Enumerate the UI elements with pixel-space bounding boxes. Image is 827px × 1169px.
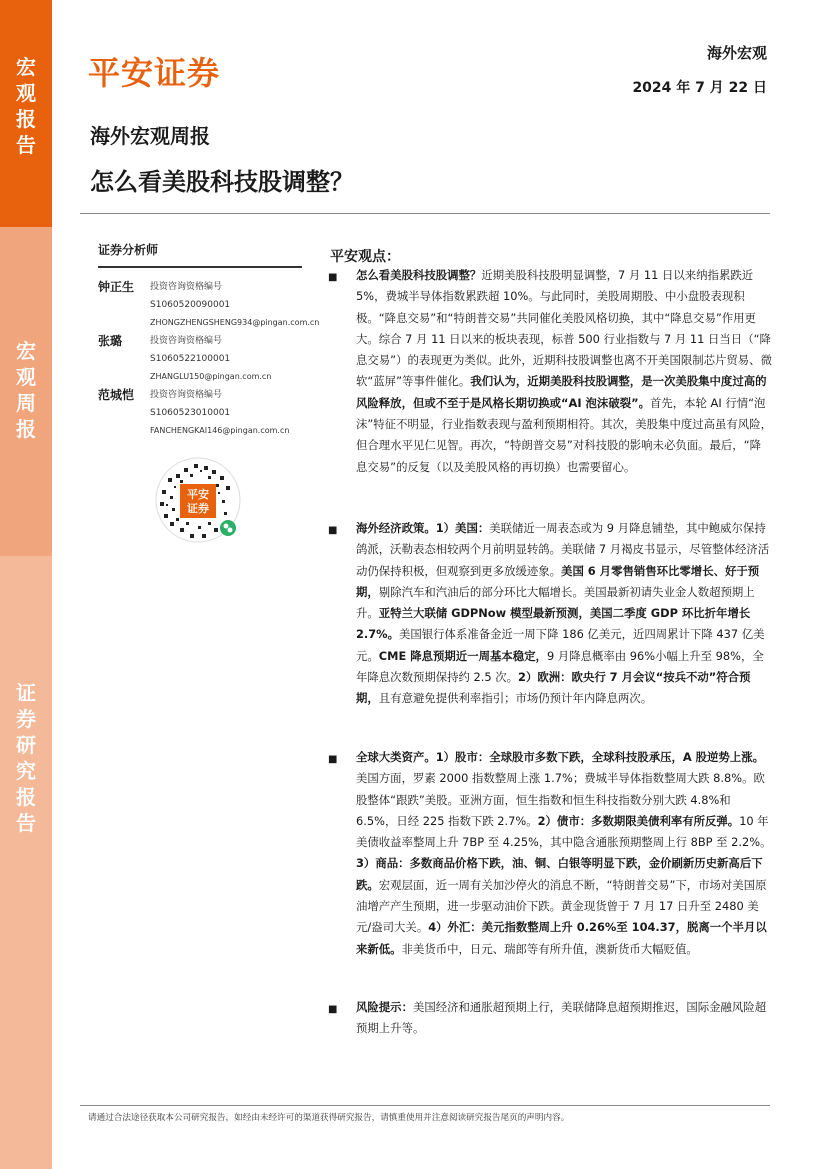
para-text: 非美货币中，日元、瑞郎等有所升值，澳新货币大幅贬值。 xyxy=(401,941,698,956)
logo-text: 平安证券 xyxy=(88,54,221,92)
para-bold: 4）外汇：美元指数整周上升 0.26%至 104.37，脱离一个半月以来新低。 xyxy=(356,920,767,956)
sidebar-label-weekly xyxy=(0,338,52,442)
para-text: 美国经济和通胀超预期上行，美联储降息超预期推迟，国际金融风险超预期上升等。 xyxy=(356,1000,767,1036)
report-subtitle: 海外宏观周报 xyxy=(90,124,210,148)
para-bold: 我们认为，近期美股科技股调整，是一次美股集中度过高的风险释放，但或不至于是风格长期切换或“AI 泡沫破裂”。 xyxy=(356,374,767,410)
para-bold: 怎么看美股科技股调整？ xyxy=(356,268,482,282)
para-text: 美国方面，罗素 2000 指数整周上涨 1.7%；费城半导体指数整周大跌 8.8%。欧股整体“跟跌”美股。亚洲方面，恒生指数和恒生科技指数分别大跌 4.8%和 6.5%，日经 225 指数下跌 2.7%。 xyxy=(356,771,765,828)
analyst-cert-label: 投资咨询资格编号 xyxy=(150,282,223,292)
para-text: 且有意避免提供利率指引；市场仍预计年内降息两次。 xyxy=(378,691,653,706)
sidebar-segment-light xyxy=(0,556,52,1169)
para-text: 宏观层面，近一周有关加沙停火的消息不断，“特朗普交易”下，市场对美国原油增产产生预期，进一步驱动油价下跌。黄金现货曾于 7 月 17 日升至 2480 美元/盎司大关。 xyxy=(356,877,767,935)
qr-label-bottom: 证券 xyxy=(187,502,209,515)
sidebar-char: 报 xyxy=(16,785,36,809)
para-text: 近期美股科技股明显调整，7 月 11 日以来纳指累跌近 5%，费城半导体指数累跌超 10%。与此同时，美股周期股、中小盘股表现积极。“降息交易”和“特朗普交易”共同催化美股风格切换，其中“降息交易”作用更大。综合 7 月 11 日以来的板块表现，标普 500 行业指数与 7 月 11 日当日（“降息交易”）的表现更为类似。此外，近期科技股调整也离不开美国限制芯片贸易、微软“蓝屏”等事件催化。 xyxy=(356,268,772,389)
para-text: 美国银行体系准备金近一周下降 186 亿美元，近四周累计下降 437 亿美元。 xyxy=(356,627,765,663)
analyst-cert-number: S1060520090001 xyxy=(150,300,231,310)
viewpoint-paragraph-economy xyxy=(356,518,772,710)
qr-label-top: 平安 xyxy=(187,488,209,501)
analyst-cert-label: 投资咨询资格编号 xyxy=(150,336,223,346)
analyst-cert-number: S1060522100001 xyxy=(150,354,231,364)
para-bold: 风险提示： xyxy=(356,1000,413,1014)
sidebar-char: 究 xyxy=(16,759,36,783)
header-divider xyxy=(80,213,770,214)
para-text: 剔除汽车和汽油后的部分环比大幅增长。美国最新初请失业金人数超预期上升。 xyxy=(356,584,755,621)
sidebar-char: 周 xyxy=(16,391,36,415)
para-bold: 全球大类资产。1）股市：全球股市多数下跌，全球科技股承压，A 股逆势上涨。 xyxy=(356,750,764,764)
para-bold: 亚特兰大联储 GDPNow 模型最新预测，美国二季度 GDP 环比折年增长 2.7%。 xyxy=(356,606,751,642)
para-bold: CME 降息预期近一周基本稳定， xyxy=(378,648,547,663)
analyst-name: 钟正生 xyxy=(98,280,135,294)
analyst-name: 范城恺 xyxy=(98,388,135,402)
header-meta xyxy=(632,42,767,97)
para-bold: 2）债市：多数期限美债利率有所反弹。 xyxy=(537,813,740,828)
para-text: 9 月降息概率由 96%小幅上升至 98%，全年降息次数预期保持约 2.5 次。 xyxy=(356,648,764,685)
bullet-icon: ■ xyxy=(328,272,338,283)
analyst-cert-number: S1060523010001 xyxy=(150,408,231,418)
analyst-name: 张璐 xyxy=(98,334,123,348)
sidebar-char: 宏 xyxy=(16,55,36,79)
para-text: 美联储近一周表态或为 9 月降息铺垫，其中鲍威尔保持鸽派，沃勒表态相较两个月前明显转鸽。美联储 7 月褐皮书显示，尽管整体经济活动仍保持积极，但观察到更多放缓迹象。 xyxy=(356,521,770,578)
sidebar-label-research xyxy=(0,680,52,836)
viewpoint-paragraph-tech-stocks xyxy=(356,265,772,478)
sidebar-char: 研 xyxy=(16,733,36,757)
para-bold: 2）欧洲：欧央行 7 月会议“按兵不动”符合预期， xyxy=(356,670,751,706)
para-bold: 海外经济政策。1）美国： xyxy=(356,521,490,535)
sidebar-label-report-type xyxy=(0,54,52,158)
bullet-icon: ■ xyxy=(328,525,338,536)
analyst-cert-label: 投资咨询资格编号 xyxy=(150,390,223,400)
company-logo xyxy=(88,48,220,94)
viewpoint-heading: 平安观点： xyxy=(330,249,400,265)
bullet-icon: ■ xyxy=(328,1004,338,1015)
report-category: 海外宏观 xyxy=(706,44,767,62)
qr-code-icon[interactable] xyxy=(150,456,246,544)
sidebar-char: 告 xyxy=(16,811,36,835)
report-title: 怎么看美股科技股调整？ xyxy=(90,168,354,196)
para-bold: 3）商品：多数商品价格下跌，油、铜、白银等明显下跌，金价刷新历史新高后下跌。 xyxy=(356,856,763,892)
sidebar-char: 报 xyxy=(16,107,36,131)
sidebar-char: 观 xyxy=(16,81,36,105)
footer-disclaimer: 请通过合法途径获取本公司研究报告，如经由未经许可的渠道获得研究报告，请慎重使用并注意阅读研究报告尾页的声明内容。 xyxy=(88,1113,570,1123)
viewpoint-paragraph-risks xyxy=(356,997,772,1040)
sidebar-char: 告 xyxy=(16,133,36,157)
sidebar-char: 观 xyxy=(16,365,36,389)
sidebar-char: 券 xyxy=(16,707,36,731)
footer-divider xyxy=(80,1105,770,1106)
viewpoint-paragraph-assets xyxy=(356,747,772,960)
analyst-email: ZHONGZHENGSHENG934@pingan.com.cn xyxy=(150,318,320,327)
sidebar-char: 宏 xyxy=(16,339,36,363)
left-sidebar xyxy=(0,0,52,1169)
para-text: 10 年美债收益率整周上升 7BP 至 4.25%，其中隐含通胀预期整周上行 8BP 至 2.2%。 xyxy=(356,813,772,850)
analyst-email: FANCHENGKAI146@pingan.com.cn xyxy=(150,426,290,435)
bullet-icon: ■ xyxy=(328,754,338,765)
sidebar-char: 证 xyxy=(16,681,36,705)
analyst-email: ZHANGLU150@pingan.com.cn xyxy=(150,372,272,381)
analysts-divider xyxy=(98,266,302,268)
sidebar-char: 报 xyxy=(16,417,36,441)
para-text: 首先，本轮 AI 行情“泡沫”特征不明显，行业指数表现与盈利预期相符。其次，美股集中度过高虽有风险，但合理水平见仁见智。再次，“特朗普交易”对科技股的影响未必负面。最后，“降息交易”的反复（以及美股风格的再切换）也需要留心。 xyxy=(356,395,772,474)
para-bold: 美国 6 月零售销售环比零增长、好于预期， xyxy=(356,563,760,599)
analysts-heading: 证券分析师 xyxy=(98,243,159,257)
report-date: 2024 年 7 月 22 日 xyxy=(632,80,767,96)
